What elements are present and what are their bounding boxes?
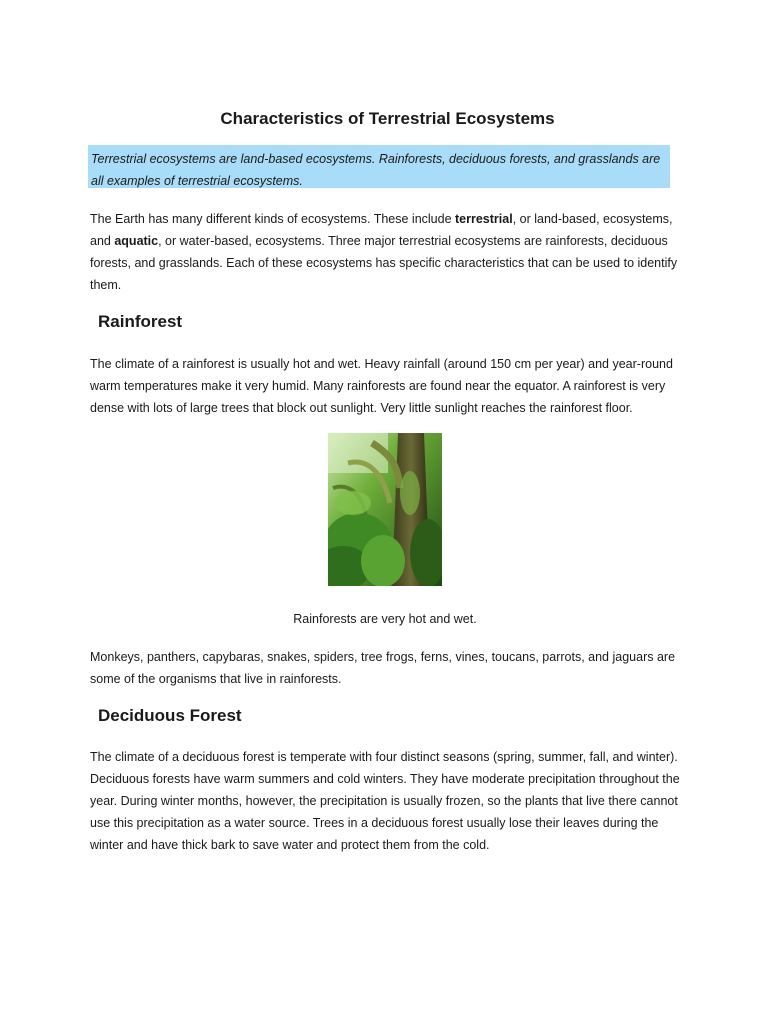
intro-paragraph [90, 208, 680, 296]
deciduous-paragraph-1: The climate of a deciduous forest is temperate with four distinct seasons (spring, summer, fall, and winter). Deciduous forests have warm summers and cold winters. They have moderate precipitation throughout the year. During winter months, however, the precipitation is usually frozen, so the plants that live there cannot use this precipitation as a water source. Trees in a deciduous forest usually lose their leaves during the winter and have thick bark to save water and protect them from the cold. [90, 750, 680, 852]
term-terrestrial: terrestrial [455, 212, 513, 226]
term-aquatic: aquatic [114, 234, 159, 248]
rainforest-photo [328, 433, 442, 586]
rainforest-paragraph-2: Monkeys, panthers, capybaras, snakes, spiders, tree frogs, ferns, vines, toucans, parrots, and jaguars are some of the organisms that live in rainforests. [90, 650, 676, 686]
rainforest-photo-caption: Rainforests are very hot and wet. [293, 612, 477, 626]
intro-text-3: , or water-based, ecosystems. Three major terrestrial ecosystems are rainforests, deciduous forests, and grasslands. Each of these ecosystems has specific characteristics that can be used to identify them. [90, 234, 678, 292]
intro-text-1: The Earth has many different kinds of ecosystems. These include [90, 212, 456, 226]
intro-text-2: , or land-based, ecosystems, and [90, 212, 673, 248]
rainforest-heading: Rainforest [98, 312, 183, 331]
summary-callout: Terrestrial ecosystems are land-based ecosystems. Rainforests, deciduous forests, and grasslands are all examples of terrestrial ecosystems. [88, 145, 670, 188]
rainforest-paragraph-1: The climate of a rainforest is usually hot and wet. Heavy rainfall (around 150 cm per year) and year-round warm temperatures make it very humid. Many rainforests are found near the equator. A rainforest is very dense with lots of large trees that block out sunlight. Very little sunlight reaches the rainforest floor. [90, 357, 673, 415]
rainforest-photo-graphic [328, 433, 442, 586]
page-title: Characteristics of Terrestrial Ecosystems [220, 109, 555, 128]
deciduous-heading: Deciduous Forest [98, 706, 242, 725]
